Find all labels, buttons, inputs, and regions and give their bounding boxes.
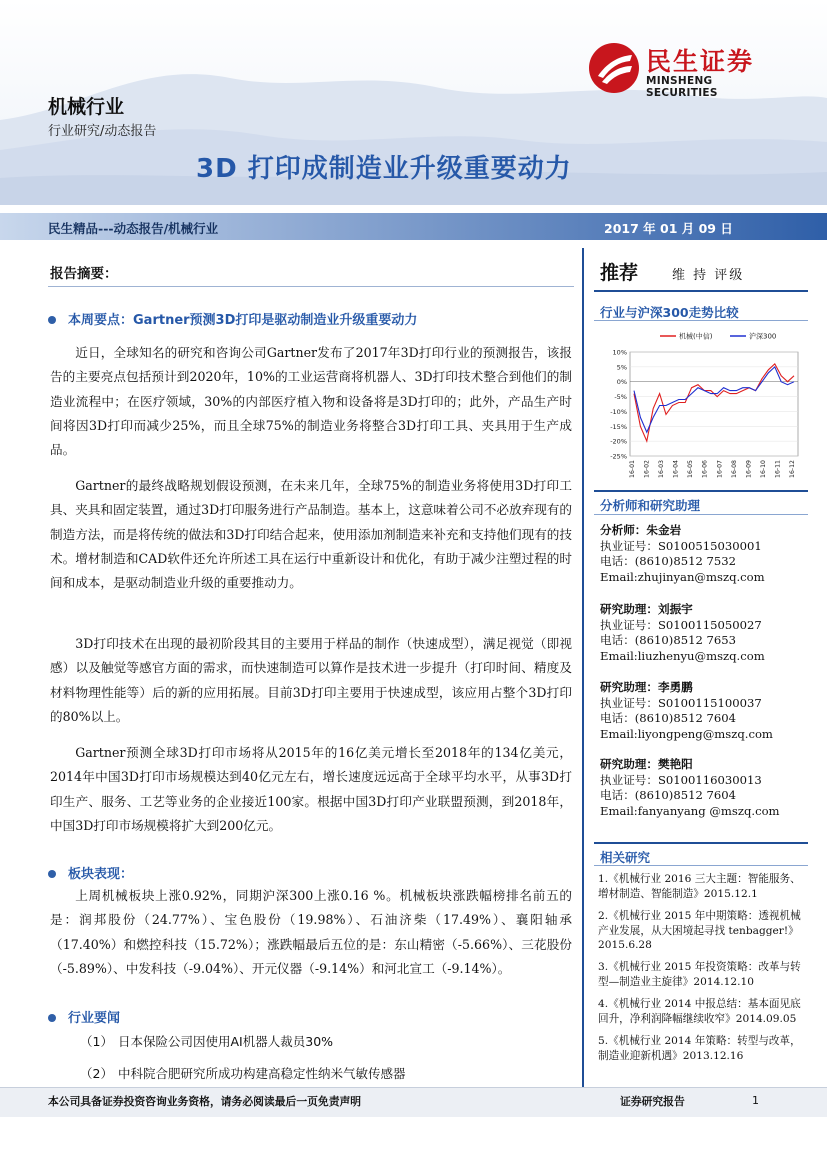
x-tick-label: 16-05 bbox=[687, 460, 695, 478]
industry-title: 机械行业 bbox=[48, 96, 125, 118]
analysts-section-title: 分析师和研究助理 bbox=[600, 498, 701, 513]
related-section-title: 相关研究 bbox=[600, 850, 651, 865]
section-sector-performance bbox=[48, 863, 133, 882]
related-report-item[interactable]: 4.《机械行业 2014 中报总结：基本面见底回升，净利润降幅继续收窄》2014.09.05 bbox=[598, 998, 801, 1025]
logo-text-cn: 民生证券 bbox=[646, 47, 755, 76]
analyst-block bbox=[600, 523, 765, 586]
banner-category: 民生精品---动态报告/机械行业 bbox=[48, 221, 219, 236]
page-title: 3D 打印成制造业升级重要动力 bbox=[196, 154, 572, 184]
news-number: （1） bbox=[80, 1034, 113, 1049]
analyst-phone: 电话：(8610)8512 7532 bbox=[600, 554, 737, 569]
paragraph-4: Gartner预测全球3D打印市场将从2015年的16亿美元增长至2018年的134亿美元，2014年中国3D打印市场规模达到40亿元左右，增长速度远远高于全球平均水平，从事3D打印生产、服务、工艺等业务的企业接近100家。根据中国3D打印产业联盟预测，到2018年，中国3D打印市场规模将扩大到200亿元。 bbox=[50, 745, 572, 833]
analyst-phone: 电话：(8610)8512 7604 bbox=[600, 788, 737, 803]
analyst-name: 朱金岩 bbox=[646, 523, 682, 537]
report-type: 行业研究/动态报告 bbox=[48, 124, 157, 139]
paragraph-3: 3D打印技术在出现的最初阶段其目的主要用于样品的制作（快速成型），满足视觉（即视感）以及触觉等感官方面的需求，而快速制造可以算作是技术进一步提升（打印时间、精度及材料物理性能等）后的新的应用拓展。目前3D打印主要用于快速成型，该应用占整个3D打印的80%以上。 bbox=[50, 636, 572, 724]
analyst-email[interactable]: Email:fanyanyang @mszq.com bbox=[600, 804, 780, 819]
news-text: 日本保险公司因使用AI机器人裁员30% bbox=[118, 1034, 334, 1049]
x-tick-label: 16-08 bbox=[730, 460, 738, 478]
analyst-rule-thin bbox=[594, 514, 808, 515]
related-report-item[interactable]: 3.《机械行业 2015 年投资策略：改革与转型—制造业主旋律》2014.12.10 bbox=[598, 961, 801, 988]
analyst-phone: 电话：(8610)8512 7653 bbox=[600, 633, 737, 648]
y-tick-label: -15% bbox=[610, 422, 627, 431]
news-number: （2） bbox=[80, 1066, 113, 1081]
news-item bbox=[80, 1064, 406, 1082]
y-tick-label: 5% bbox=[616, 363, 627, 372]
bullet-icon bbox=[48, 1014, 56, 1022]
report-header bbox=[0, 0, 827, 205]
y-tick-label: 0% bbox=[616, 378, 627, 387]
x-tick-label: 16-03 bbox=[658, 460, 666, 478]
related-report-item[interactable]: 5.《机械行业 2014 年策略：转型与改革，制造业迎新机遇》2013.12.16 bbox=[598, 1035, 801, 1062]
analyst-license: 执业证号：S0100115100037 bbox=[600, 695, 762, 710]
column-divider bbox=[582, 248, 584, 1088]
report-date: 2017 年 01 月 09 日 bbox=[604, 221, 733, 236]
y-tick-label: -20% bbox=[610, 437, 627, 446]
x-tick-label: 16-09 bbox=[745, 460, 753, 478]
footer-disclaimer: 本公司具备证券投资咨询业务资格，请务必阅读最后一页免责声明 bbox=[48, 1095, 362, 1108]
series-line bbox=[634, 367, 794, 432]
analyst-name: 李勇鹏 bbox=[657, 680, 693, 694]
minsheng-logo-icon bbox=[588, 42, 640, 94]
y-tick-label: -10% bbox=[610, 407, 627, 416]
logo-text-en: MINSHENG SECURITIES bbox=[646, 75, 718, 99]
page-number: 1 bbox=[752, 1094, 759, 1107]
y-tick-label: 10% bbox=[612, 348, 627, 357]
analyst-email[interactable]: Email:liyongpeng@mszq.com bbox=[600, 727, 773, 742]
rating-label: 推荐 bbox=[600, 262, 639, 284]
performance-line-chart bbox=[594, 324, 808, 484]
section-title: 板块表现： bbox=[68, 867, 134, 882]
news-text: 中科院合肥研究所成功构建高稳定性纳米气敏传感器 bbox=[118, 1066, 406, 1081]
analyst-role: 研究助理： bbox=[600, 680, 658, 694]
analyst-role: 研究助理： bbox=[600, 757, 658, 771]
x-tick-label: 16-11 bbox=[774, 460, 782, 478]
x-tick-label: 16-06 bbox=[701, 460, 709, 478]
x-tick-label: 16-01 bbox=[629, 460, 636, 478]
x-tick-label: 16-02 bbox=[643, 460, 651, 478]
analyst-role: 研究助理： bbox=[600, 602, 658, 616]
legend-label: 机械(中信) bbox=[679, 332, 713, 341]
paragraph-2: Gartner的最终战略规划假设预测，在未来几年，全球75%的制造业务将使用3D打印工具、夹具和固定装置，通过3D打印服务进行产品制造。基本上，这意味着公司不必放弃现有的制造方法，而是将传统的做法和3D打印结合起来，使用添加剂制造来补充和支持他们现有的技术。增材制造和CAD软件还允许所述工具在运行中重新设计和优化，有助于减少注塑过程的时间和成本，是驱动制造业升级的重要推动力。 bbox=[50, 478, 572, 591]
related-report-item[interactable]: 1.《机械行业 2016 三大主题：智能服务、增材制造、智能制造》2015.12.1 bbox=[598, 873, 801, 900]
x-tick-label: 16-12 bbox=[789, 460, 796, 478]
analyst-block bbox=[600, 680, 773, 743]
section-title: 行业要闻 bbox=[68, 1011, 121, 1026]
analyst-name: 刘振宇 bbox=[657, 602, 693, 616]
section-industry-news bbox=[48, 1007, 120, 1026]
chart-rule bbox=[594, 320, 808, 321]
footer-label: 证券研究报告 bbox=[620, 1095, 685, 1108]
analyst-phone: 电话：(8610)8512 7604 bbox=[600, 711, 737, 726]
y-tick-label: -5% bbox=[614, 393, 627, 402]
analyst-email[interactable]: Email:zhujinyan@mszq.com bbox=[600, 570, 765, 585]
analyst-license: 执业证号：S0100116030013 bbox=[600, 772, 762, 787]
bullet-icon bbox=[48, 316, 56, 324]
news-item bbox=[80, 1032, 333, 1050]
summary-rule bbox=[48, 286, 574, 287]
summary-heading: 报告摘要： bbox=[50, 266, 118, 282]
analyst-block bbox=[600, 757, 780, 820]
section-weekly-highlights bbox=[48, 309, 417, 328]
x-tick-label: 16-07 bbox=[716, 460, 724, 478]
analyst-block bbox=[600, 602, 765, 665]
related-rule bbox=[594, 842, 808, 844]
y-tick-label: -25% bbox=[610, 452, 627, 461]
related-rule-thin bbox=[594, 865, 808, 866]
analyst-license: 执业证号：S0100515030001 bbox=[600, 538, 762, 553]
bullet-icon bbox=[48, 870, 56, 878]
analyst-license: 执业证号：S0100115050027 bbox=[600, 617, 762, 632]
paragraph-5: 上周机械板块上涨0.92%，同期沪深300上涨0.16 %。机械板块涨跌幅榜排名前五的是：润邦股份（24.77%）、宝色股份（19.98%）、石油济柴（17.49%）、襄阳轴承（17.40%）和燃控科技（15.72%）；涨跌幅最后五位的是：东山精密（-5.66%）、三花股份（-5.89%）、中发科技（-9.04%）、开元仪器（-9.14%）和河北宣工（-9.14%）。 bbox=[50, 888, 572, 976]
chart-section-title: 行业与沪深300走势比较 bbox=[600, 305, 739, 320]
legend-label: 沪深300 bbox=[749, 332, 777, 341]
brand-logo bbox=[588, 40, 788, 100]
x-tick-label: 16-10 bbox=[759, 460, 767, 478]
analyst-name: 樊艳阳 bbox=[657, 757, 693, 771]
analyst-role: 分析师： bbox=[600, 523, 647, 537]
related-report-item[interactable]: 2.《机械行业 2015 年中期策略：透视机械产业发展，从大困境起寻找 tenbagger!》2015.6.28 bbox=[598, 910, 801, 951]
analyst-email[interactable]: Email:liuzhenyu@mszq.com bbox=[600, 649, 765, 664]
rating-rule bbox=[594, 290, 808, 292]
series-line bbox=[634, 364, 794, 441]
section-title: 本周要点：Gartner预测3D打印是驱动制造业升级重要动力 bbox=[68, 313, 418, 328]
analyst-rule bbox=[594, 490, 808, 492]
rating-value: 维 持 评级 bbox=[672, 268, 745, 283]
x-tick-label: 16-04 bbox=[672, 460, 680, 478]
paragraph-1: 近日，全球知名的研究和咨询公司Gartner发布了2017年3D打印行业的预测报告，该报告的主要亮点包括预计到2020年，10%的工业运营商将机器人、3D打印技术整合到他们的制造业流程中；在医疗领域，30%的内部医疗植入物和设备将是3D打印的；此外，产品生产时间将因3D打印而减少25%，而且全球75%的制造业务将整合3D打印工具、夹具用于生产成品。 bbox=[50, 345, 572, 458]
